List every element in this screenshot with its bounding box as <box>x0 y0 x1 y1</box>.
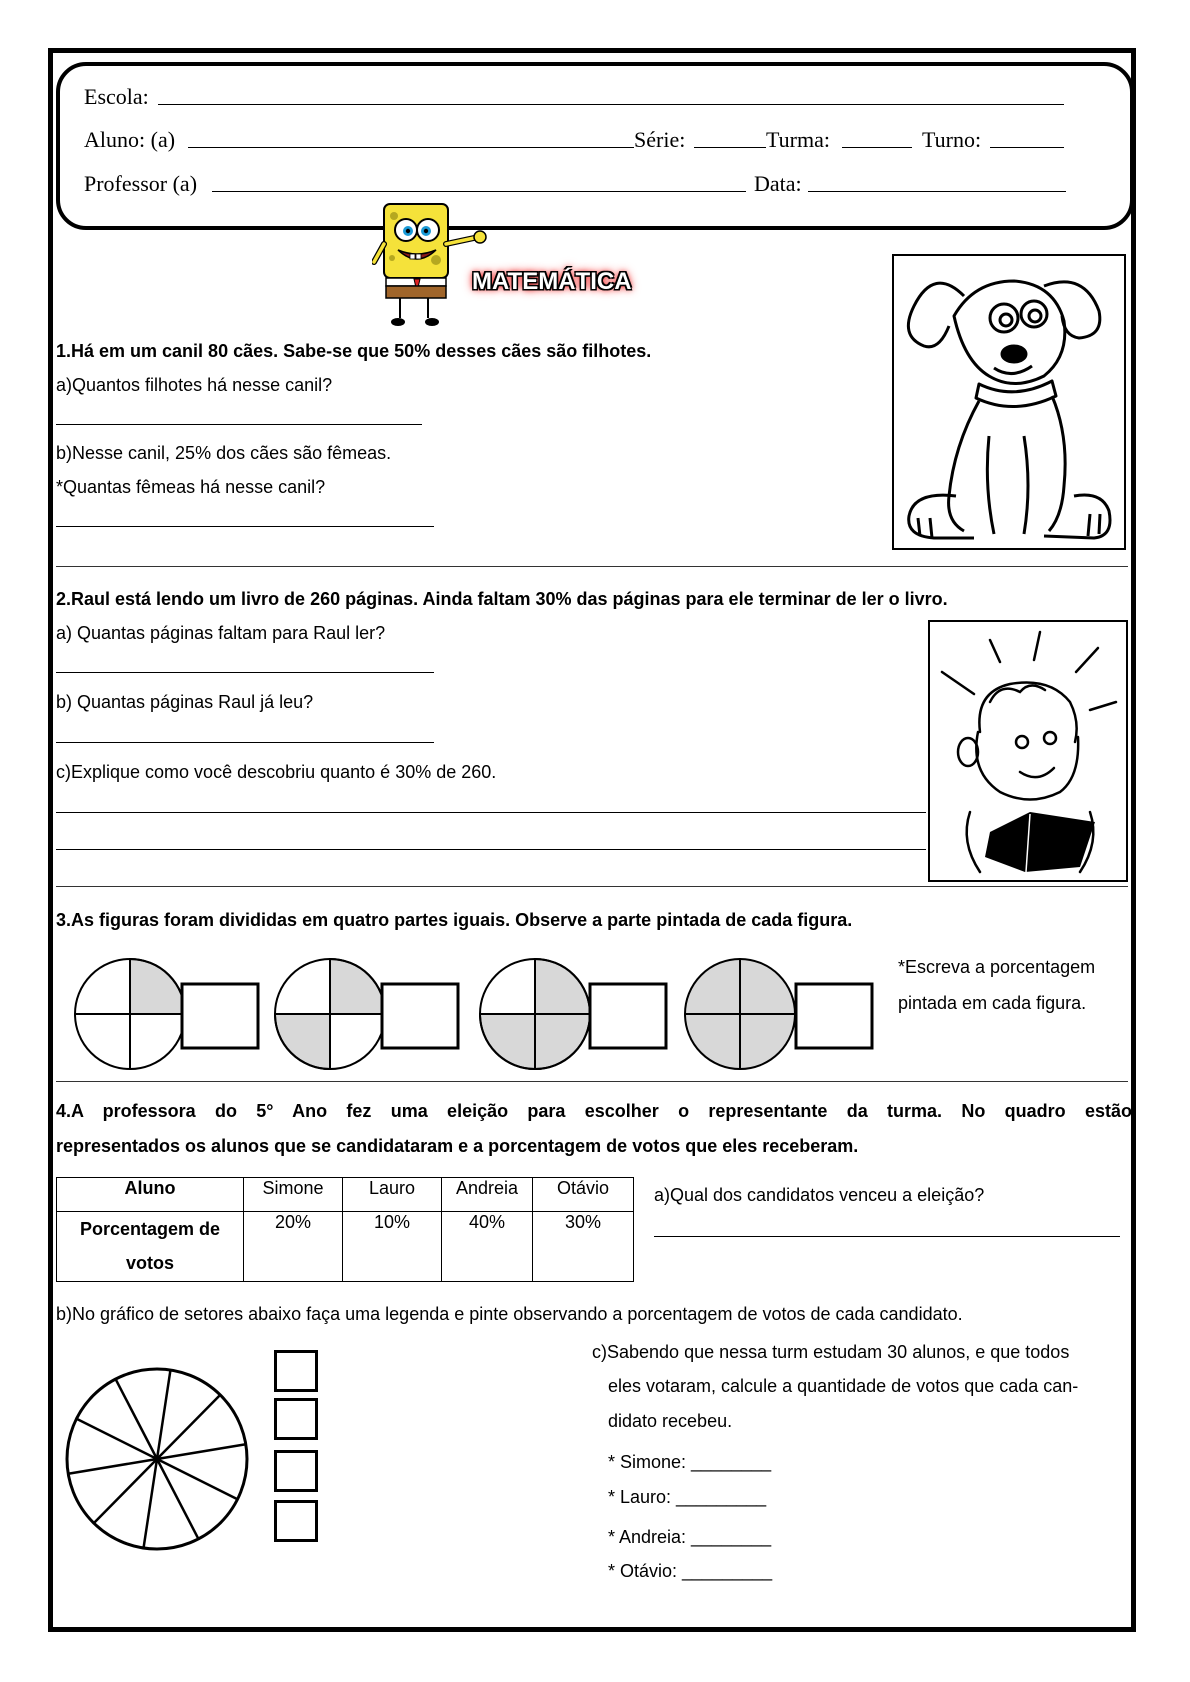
q2-b-text: b) Quantas páginas Raul já leu? <box>56 692 314 712</box>
table-header-label: Aluno <box>57 1178 244 1212</box>
shift-field[interactable] <box>990 147 1064 148</box>
date-label: Data: <box>754 171 802 196</box>
answer-simone[interactable]: * Simone: ________ <box>608 1452 772 1472</box>
table-row-label <box>57 1212 244 1282</box>
votes-table <box>56 1177 634 1282</box>
q4-text-line1: 4.A professora do 5° Ano fez uma eleição para escolher o representante da turma. No quadro estão <box>56 1101 1132 1121</box>
legend-box-3[interactable] <box>274 1450 318 1492</box>
q3-instruction-line1: *Escreva a porcentagem <box>898 957 1096 977</box>
table-pct-lauro: 10% <box>343 1212 442 1282</box>
table-student-otavio: Otávio <box>533 1178 634 1212</box>
divider-q2 <box>56 886 1128 887</box>
table-student-lauro: Lauro <box>343 1178 442 1212</box>
fraction-figures <box>60 944 880 1094</box>
answer-andreia[interactable]: * Andreia: ________ <box>608 1527 772 1547</box>
legend-box-4[interactable] <box>274 1500 318 1542</box>
q1-a-text: a)Quantos filhotes há nesse canil? <box>56 375 333 395</box>
dog-illustration-frame <box>892 254 1126 550</box>
class-field[interactable] <box>842 147 912 148</box>
student-field[interactable] <box>188 147 634 148</box>
q2-b-answer-line[interactable] <box>56 742 434 743</box>
q4-b-text: b)No gráfico de setores abaixo faça uma legenda e pinte observando a porcentagem de votos de cada candidato. <box>56 1304 963 1324</box>
school-label: Escola: <box>84 84 149 109</box>
table-row-label-line2: votos <box>125 1253 174 1273</box>
q1-b-text: b)Nesse canil, 25% dos cães são fêmeas. <box>56 443 392 463</box>
q4-c-line3: didato recebeu. <box>608 1411 733 1431</box>
q2-c-text: c)Explique como você descobriu quanto é 30% de 260. <box>56 762 497 782</box>
table-student-simone: Simone <box>244 1178 343 1212</box>
pie-sector-line <box>157 1459 237 1499</box>
answer-otavio[interactable]: * Otávio: _________ <box>608 1561 773 1581</box>
school-field[interactable] <box>158 104 1064 105</box>
pie-chart-to-color <box>62 1364 252 1554</box>
legend-box-1[interactable] <box>274 1350 318 1392</box>
q4-c-line1: c)Sabendo que nessa turm estudam 30 alunos, e que todos <box>592 1342 1070 1362</box>
table-pct-otavio: 30% <box>533 1212 634 1282</box>
q2-a-text: a) Quantas páginas faltam para Raul ler? <box>56 623 386 643</box>
table-pct-andreia: 40% <box>442 1212 533 1282</box>
page-title: MATEMÁTICA <box>472 268 632 295</box>
q3-text: 3.As figuras foram divididas em quatro partes iguais. Observe a parte pintada de cada figura. <box>56 910 853 930</box>
class-label: Turma: <box>766 127 830 152</box>
pie-sector-line <box>77 1419 157 1459</box>
dog-illustration <box>894 256 1124 548</box>
figure-2-answer-box <box>382 984 458 1048</box>
figure-4-answer-box <box>796 984 872 1048</box>
date-field[interactable] <box>808 191 1066 192</box>
table-row-label-line1: Porcentagem de <box>79 1219 221 1239</box>
figure-3-answer-box <box>590 984 666 1048</box>
q1-b-answer-line[interactable] <box>56 526 434 527</box>
q4-a-text: a)Qual dos candidatos venceu a eleição? <box>654 1185 985 1205</box>
legend-box-2[interactable] <box>274 1398 318 1440</box>
shift-label: Turno: <box>922 127 982 152</box>
q1-b2-text: *Quantas fêmeas há nesse canil? <box>56 477 326 497</box>
boy-reading-illustration <box>930 622 1126 880</box>
grade-field[interactable] <box>694 147 766 148</box>
q4-text-line2: representados os alunos que se candidataram e a porcentagem de votos que eles receberam. <box>56 1136 859 1156</box>
answer-lauro[interactable]: * Lauro: _________ <box>608 1487 767 1507</box>
pie-sector-line <box>116 1379 157 1459</box>
teacher-field[interactable] <box>212 191 746 192</box>
divider-q3 <box>56 1081 1128 1082</box>
q1-a-answer-line[interactable] <box>56 424 422 425</box>
q4-c-line2: eles votaram, calcule a quantidade de votos que cada can- <box>608 1376 1079 1396</box>
q2-text: 2.Raul está lendo um livro de 260 páginas. Ainda faltam 30% das páginas para ele terminar de ler o livro. <box>56 589 948 609</box>
q2-c-answer-line-1[interactable] <box>56 812 926 813</box>
q2-a-answer-line[interactable] <box>56 672 434 673</box>
grade-label: Série: <box>634 127 686 152</box>
figure-1-answer-box <box>182 984 258 1048</box>
student-label: Aluno: (a) <box>84 127 176 152</box>
teacher-label: Professor (a) <box>84 171 198 196</box>
q2-c-answer-line-2[interactable] <box>56 849 926 850</box>
q4-a-answer-line[interactable] <box>654 1236 1120 1237</box>
divider-q1 <box>56 566 1128 567</box>
q3-instruction-line2: pintada em cada figura. <box>898 993 1087 1013</box>
sponge-character-illustration <box>372 200 500 332</box>
table-student-andreia: Andreia <box>442 1178 533 1212</box>
boy-reading-illustration-frame <box>928 620 1128 882</box>
table-pct-simone: 20% <box>244 1212 343 1282</box>
pie-sector-line <box>157 1459 198 1539</box>
q1-text: 1.Há em um canil 80 cães. Sabe-se que 50% desses cães são filhotes. <box>56 341 652 361</box>
